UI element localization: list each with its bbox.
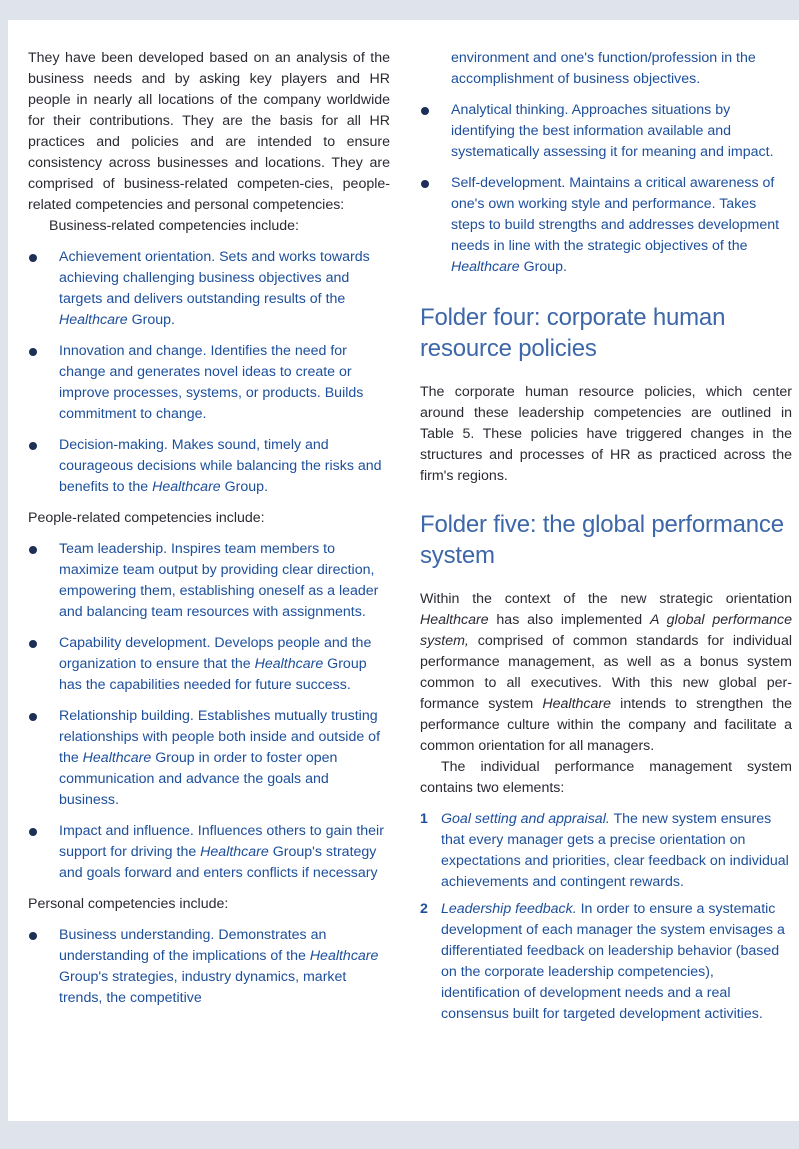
list-item-continued: environment and one's function/profession in the accomplishment of business objectives. (451, 50, 756, 87)
folder-four-title: Folder four: corporate human resource policies (420, 304, 726, 362)
list-item: Decision-making. Makes sound, timely and courageous decisions while balancing the risks and benefits to the Healthcare Group. (28, 435, 390, 498)
list-item: Impact and influence. Influences others to gain their support for driving the Healthcare Group's strategy and goals forward and enters conflicts if necessary (28, 821, 390, 884)
bullet-icon (28, 247, 59, 268)
bullet-icon (28, 539, 59, 560)
list-item: Self-development. Maintains a critical awareness of one's own working style and performance. Takes steps to build strengths and addresses development needs in line with the strategic objectives of the Healthcare Group. (420, 173, 792, 278)
bullet-icon (28, 706, 59, 727)
folder-five-title: Folder five: the global performance system (420, 511, 784, 569)
folder-five-paragraph-2: The individual performance management system contains two elements: (420, 759, 792, 796)
list-item: Relationship building. Establishes mutually trusting relationships with people both inside and outside of the Healthcare Group in order to foster open communication and advance the goals and business. (28, 706, 390, 811)
list-item: Team leadership. Inspires team members to maximize team output by providing clear direction, empowering them, establishing oneself as a leader and balancing team resources with assignments. (28, 539, 390, 623)
bullet-icon (28, 633, 59, 654)
document-page (8, 20, 799, 1121)
bullet-icon (28, 925, 59, 946)
bullet-icon (420, 173, 451, 194)
bullet-icon (28, 341, 59, 362)
business-heading: Business-related competencies include: (49, 218, 299, 234)
numbered-item: 2 Leadership feedback. In order to ensure a systematic development of each manager the system envisages a differentiated feedback on leadership behavior (based on the corporate leadership competencies), identification of development needs and a real consensus built for targeted development activities. (420, 901, 785, 1022)
bullet-icon (28, 821, 59, 842)
people-heading: People-related competencies include: (28, 510, 265, 526)
list-item: Achievement orientation. Sets and works towards achieving challenging business objectives and targets and delivers outstanding results of the Healthcare Group. (28, 247, 390, 331)
folder-five-paragraph: Within the context of the new strategic orientation Healthcare has also implemented A global performance system, comprised of common standards for individual performance management, as well as a bonus system common to all executives. With this new global per-formance system Healthcare intends to strengthen the performance culture within the company and facilitate a common orientation for all managers. (420, 591, 792, 754)
bullet-icon (420, 100, 451, 121)
left-column (28, 48, 390, 1009)
personal-heading: Personal competencies include: (28, 896, 229, 912)
bullet-icon (28, 435, 59, 456)
list-item: Innovation and change. Identifies the need for change and generates novel ideas to create or improve processes, systems, or products. Builds commitment to change. (28, 341, 390, 425)
list-item: Business understanding. Demonstrates an understanding of the implications of the Healthcare Group's strategies, industry dynamics, market trends, the competitive (28, 925, 390, 1009)
intro-paragraph: They have been developed based on an analysis of the business needs and by asking key players and HR people in nearly all locations of the company worldwide for their contributions. They are the basis for all HR practices and policies and are intended to ensure consistency across businesses and locations. They are comprised of business-related competen-cies, people-related competencies and personal competencies: (28, 50, 390, 213)
folder-four-body: The corporate human resource policies, which center around these leadership competencies are outlined in Table 5. These policies have triggered changes in the structures and processes of HR as practiced across the firm's regions. (420, 384, 792, 484)
list-item: Capability development. Develops people and the organization to ensure that the Healthcare Group has the capabilities needed for future success. (28, 633, 390, 696)
numbered-item: 1 Goal setting and appraisal. The new system ensures that every manager gets a precise orientation on expectations and priorities, clear feedback on individual achievements and contingent rewards. (420, 811, 789, 890)
list-item: Analytical thinking. Approaches situations by identifying the best information available and systematically assessing it for meaning and impact. (420, 100, 792, 163)
right-column (420, 48, 792, 1025)
